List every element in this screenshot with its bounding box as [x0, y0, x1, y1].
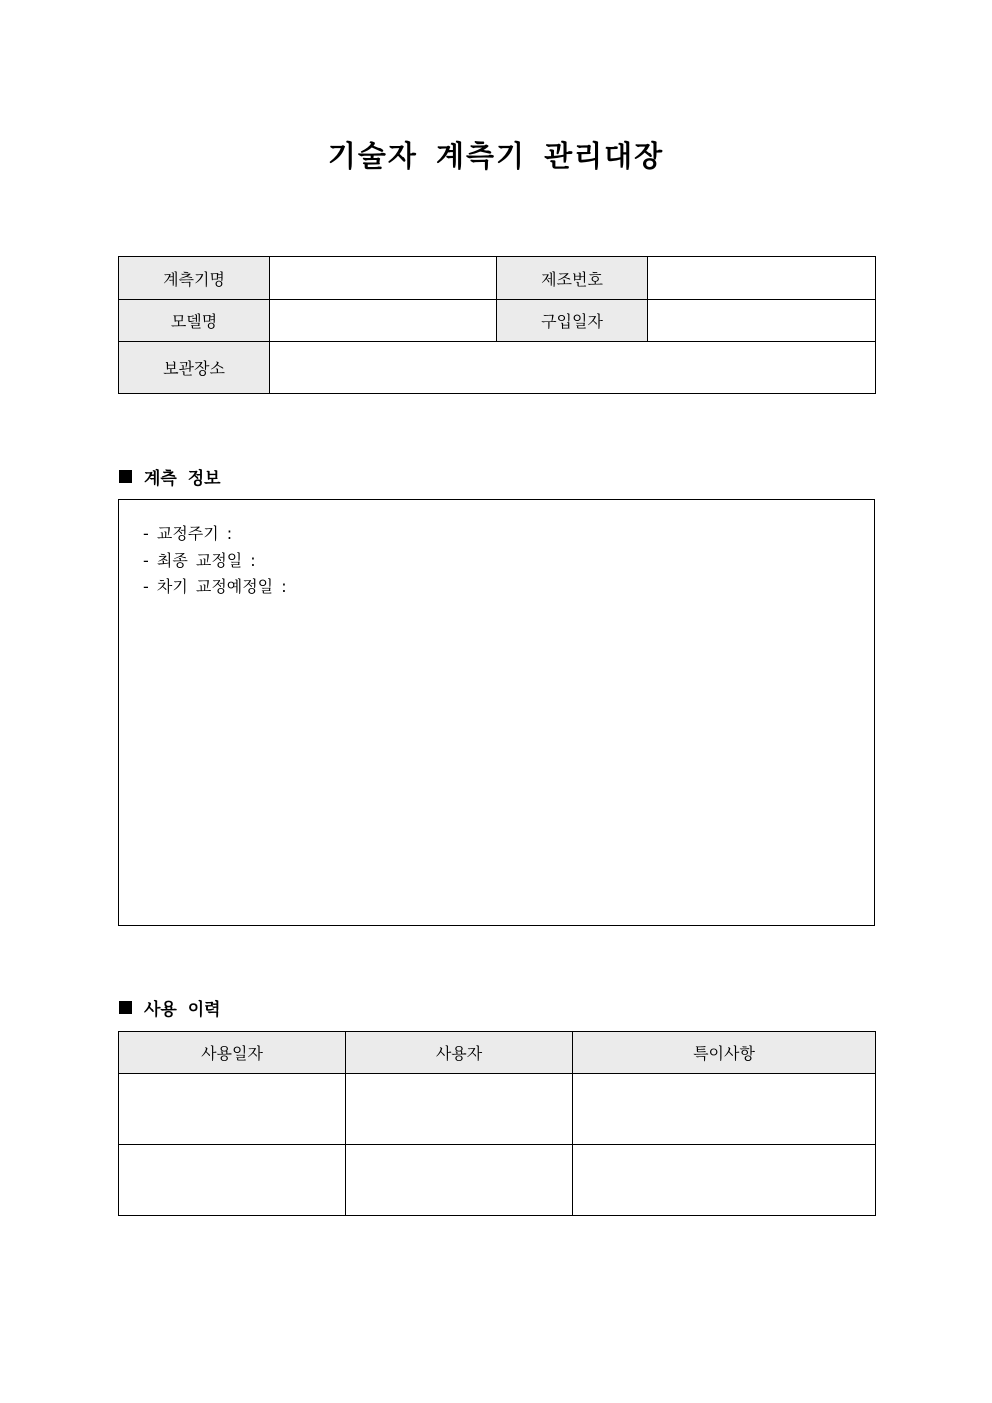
measurement-info-box[interactable] — [118, 499, 875, 926]
model-name-field[interactable] — [270, 300, 497, 342]
square-bullet-icon — [119, 1001, 132, 1014]
user-cell[interactable] — [346, 1074, 573, 1145]
serial-number-field[interactable] — [648, 257, 876, 300]
label-purchase-date: 구입일자 — [497, 300, 648, 342]
table-row — [119, 1145, 876, 1216]
instrument-name-field[interactable] — [270, 257, 497, 300]
square-bullet-icon — [119, 470, 132, 483]
next-calibration-line: - 차기 교정예정일 : — [143, 577, 287, 596]
column-header-date: 사용일자 — [119, 1032, 346, 1074]
remarks-cell[interactable] — [573, 1074, 876, 1145]
instrument-info-table — [118, 256, 876, 394]
section-heading-measurement — [119, 464, 221, 489]
last-calibration-line: - 최종 교정일 : — [143, 551, 256, 570]
column-header-remarks: 특이사항 — [573, 1032, 876, 1074]
date-cell[interactable] — [119, 1074, 346, 1145]
calibration-cycle-line: - 교정주기 : — [143, 524, 233, 543]
storage-location-field[interactable] — [270, 342, 876, 394]
remarks-cell[interactable] — [573, 1145, 876, 1216]
label-model-name: 모델명 — [119, 300, 270, 342]
section-title: 사용 이력 — [144, 1000, 221, 1020]
section-title: 계측 정보 — [144, 469, 221, 489]
section-heading-usage — [119, 995, 221, 1020]
label-instrument-name: 계측기명 — [119, 257, 270, 300]
table-row — [119, 1074, 876, 1145]
usage-history-table — [118, 1031, 876, 1216]
user-cell[interactable] — [346, 1145, 573, 1216]
date-cell[interactable] — [119, 1145, 346, 1216]
label-serial-number: 제조번호 — [497, 257, 648, 300]
label-storage-location: 보관장소 — [119, 342, 270, 394]
column-header-user: 사용자 — [346, 1032, 573, 1074]
page-title: 기술자 계측기 관리대장 — [327, 139, 665, 173]
purchase-date-field[interactable] — [648, 300, 876, 342]
